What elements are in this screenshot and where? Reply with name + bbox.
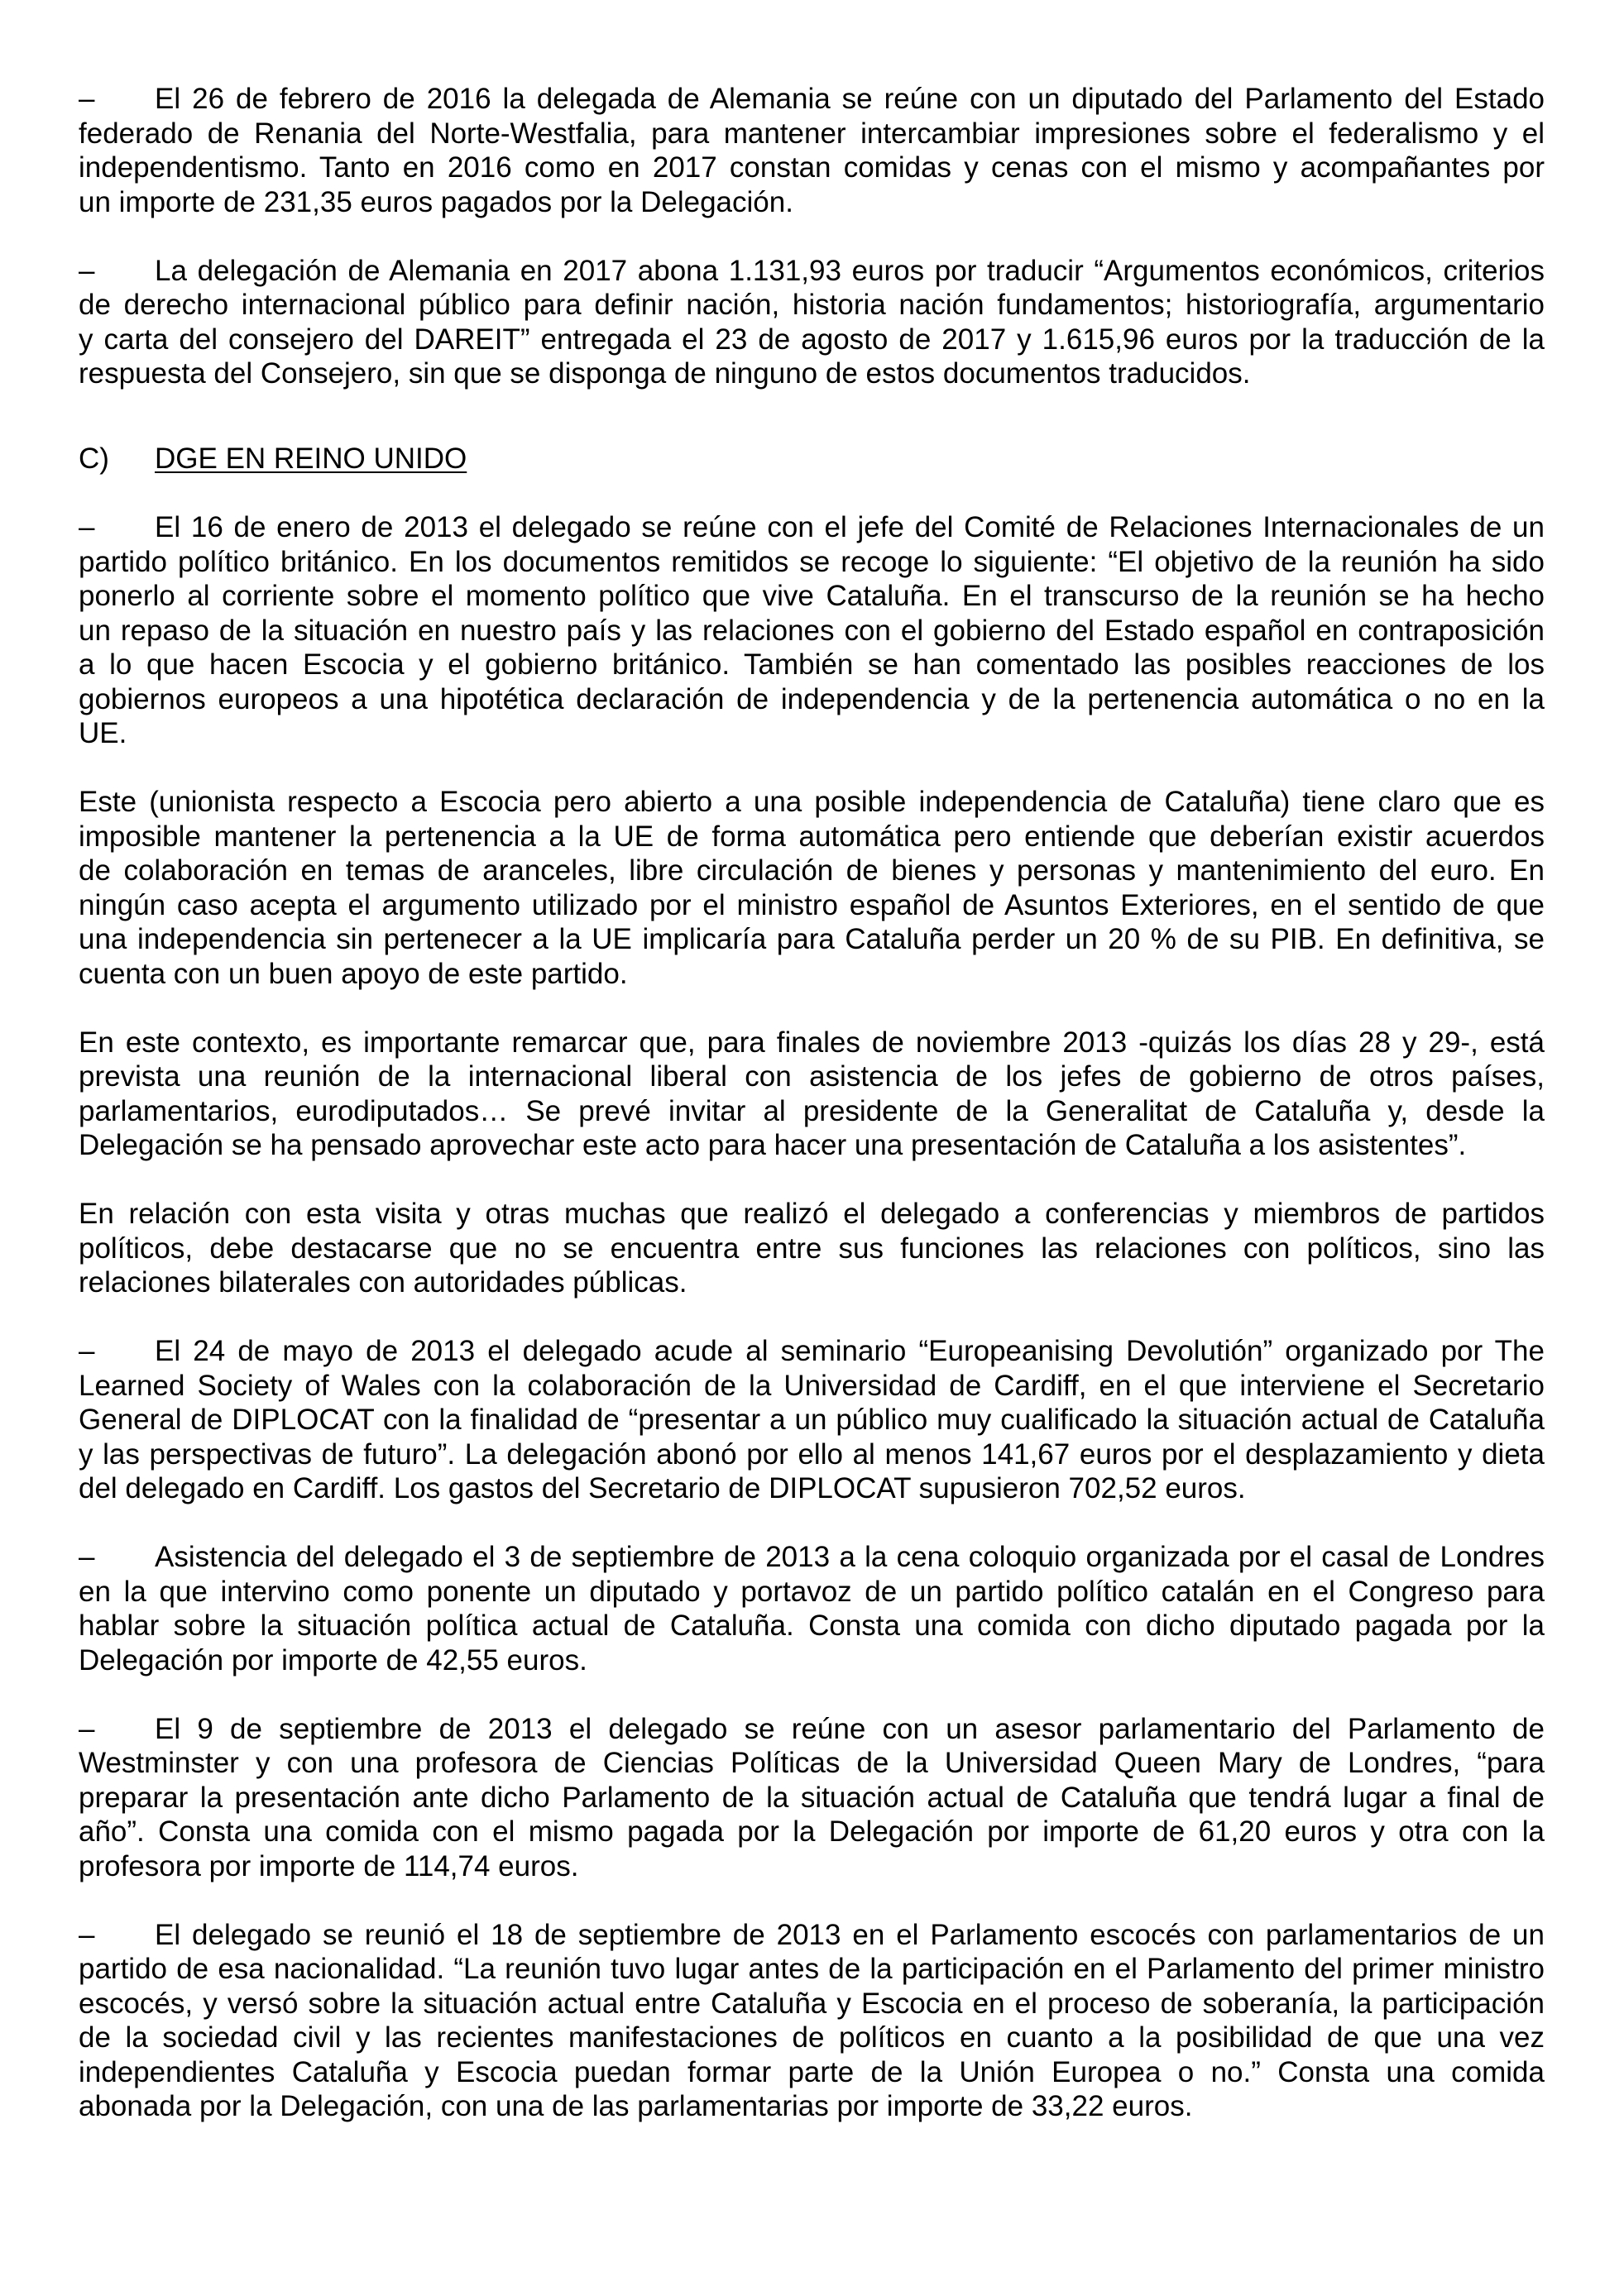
paragraph-bullet-germany-translation bbox=[79, 254, 1545, 391]
paragraph-line: un repaso de la situación en nuestro país y las relaciones con el gobierno del Estado español en contraposición bbox=[79, 614, 1545, 647]
paragraph-line: En relación con esta visita y otras muchas que realizó el delegado a conferencias y miembros de partidos bbox=[79, 1198, 1545, 1230]
paragraph-line: de la sociedad civil y las recientes manifestaciones de políticos en cuanto a la posibilidad de que una vez bbox=[79, 2021, 1545, 2054]
paragraph-line: UE. bbox=[79, 717, 127, 749]
paragraph-line: – El 16 de enero de 2013 el delegado se reúne con el jefe del Comité de Relaciones Internacionales de un bbox=[79, 511, 1545, 543]
paragraph-line: políticos, debe destacarse que no se encuentra entre sus funciones las relaciones con políticos, sino las bbox=[79, 1232, 1545, 1265]
paragraph-line: gobiernos europeos a una hipotética declaración de independencia y de la pertenencia automática o no en la bbox=[79, 682, 1545, 715]
paragraph-line: preparar la presentación ante dicho Parlamento de la situación actual de Cataluña que tendrá lugar a final de bbox=[79, 1781, 1545, 1814]
paragraph-line: parlamentarios, eurodiputados… Se prevé invitar al presidente de la Generalitat de Cataluña y, desde la bbox=[79, 1094, 1545, 1127]
paragraph-line: partido de esa nacionalidad. “La reunión tuvo lugar antes de la participación en el Parlamento del primer ministro bbox=[79, 1953, 1545, 1985]
dash-bullet-icon: – bbox=[79, 1918, 95, 1951]
paragraph-line: Delegación se ha pensado aprovechar este acto para hacer una presentación de Cataluña a los asistentes”. bbox=[79, 1129, 1467, 1161]
paragraph-line: prevista una reunión de la internacional liberal con asistencia de los jefes de gobierno de otros países, bbox=[79, 1060, 1545, 1093]
paragraph-line: hablar sobre la situación política actual de Cataluña. Consta una comida con dicho diputado pagada por la bbox=[79, 1610, 1545, 1642]
paragraph-line: un importe de 231,35 euros pagados por la Delegación. bbox=[79, 185, 793, 218]
dash-bullet-icon: – bbox=[79, 1541, 95, 1573]
paragraph-line: – El delegado se reunió el 18 de septiembre de 2013 en el Parlamento escocés con parlamentarios de un bbox=[79, 1918, 1545, 1951]
paragraph-line: – Asistencia del delegado el 3 de septiembre de 2013 a la cena coloquio organizada por el casal de Londres bbox=[79, 1541, 1545, 1573]
paragraph-line: Este (unionista respecto a Escocia pero abierto a una posible independencia de Cataluña) tiene claro que es bbox=[79, 786, 1545, 818]
paragraph-line: y carta del consejero del DAREIT” entregada el 23 de agosto de 2017 y 1.615,96 euros por la traducción de la bbox=[79, 323, 1545, 356]
paragraph-line: federado de Renania del Norte-Westfalia, para mantener intercambiar impresiones sobre el federalismo y el bbox=[79, 117, 1545, 150]
paragraph-line: – El 9 de septiembre de 2013 el delegado se reúne con un asesor parlamentario del Parlamento de bbox=[79, 1712, 1545, 1745]
paragraph-line: independentismo. Tanto en 2016 como en 2017 constan comidas y cenas con el mismo y acompañantes por bbox=[79, 151, 1545, 184]
paragraph-line: – La delegación de Alemania en 2017 abona 1.131,93 euros por traducir “Argumentos económicos, criterios bbox=[79, 254, 1545, 287]
paragraph-line: en la que intervino como ponente un diputado y portavoz de un partido político catalán en el Congreso para bbox=[79, 1575, 1545, 1608]
dash-bullet-icon: – bbox=[79, 1712, 95, 1745]
paragraph-bullet-cardiff-seminar bbox=[79, 1334, 1545, 1506]
paragraph-line: abonada por la Delegación, con una de las parlamentarias por importe de 33,22 euros. bbox=[79, 2090, 1193, 2122]
paragraph-line: General de DIPLOCAT con la finalidad de “presentar a un público muy cualificado la situación actual de Cataluña bbox=[79, 1404, 1545, 1436]
paragraph-line: una independencia sin pertenecer a la UE implicaría para Cataluña perder un 20 % de su PIB. En definitiva, se bbox=[79, 923, 1545, 955]
paragraph-line: de derecho internacional público para definir nación, historia nación fundamentos; historiografía, argumentario bbox=[79, 289, 1545, 321]
paragraph-line: Delegación por importe de 42,55 euros. bbox=[79, 1643, 587, 1677]
paragraph-line: independientes Cataluña y Escocia puedan formar parte de la Unión Europea o no.” Consta una comida bbox=[79, 2055, 1545, 2088]
dash-bullet-icon: – bbox=[79, 83, 95, 115]
paragraph-line: escocés, y versó sobre la situación actual entre Cataluña y Escocia en el proceso de soberanía, la participación bbox=[79, 1987, 1545, 2020]
dash-bullet-icon: – bbox=[79, 1335, 95, 1367]
paragraph-line: partido político británico. En los documentos remitidos se recoge lo siguiente: “El objetivo de la reunión ha sido bbox=[79, 545, 1545, 578]
paragraph-line: a lo que hacen Escocia y el gobierno británico. También se han comentado las posibles reacciones de los bbox=[79, 648, 1545, 681]
paragraph-line: Learned Society of Wales con la colaboración de la Universidad de Cardiff, en el que interviene el Secretario bbox=[79, 1369, 1545, 1402]
paragraph-line: relaciones bilaterales con autoridades públicas. bbox=[79, 1266, 687, 1299]
paragraph-line: profesora por importe de 114,74 euros. bbox=[79, 1849, 579, 1882]
paragraph-line: – El 24 de mayo de 2013 el delegado acude al seminario “Europeanising Devolutión” organizado por The bbox=[79, 1335, 1545, 1367]
paragraph-line: y las perspectivas de futuro”. La delegación abonó por ello al menos 141,67 euros por el desplazamiento y dieta bbox=[79, 1437, 1545, 1471]
paragraph-bullet-uk-committee-meeting bbox=[79, 510, 1545, 751]
paragraph-line: imposible mantener la pertenencia a la UE de forma automática pero entiende que deberían existir acuerdos bbox=[79, 820, 1545, 853]
paragraph-line: Westminster y con una profesora de Ciencias Políticas de la Universidad Queen Mary de Londres, “para bbox=[79, 1747, 1545, 1779]
paragraph-functions-remark bbox=[79, 1197, 1545, 1300]
paragraph-line: ponerlo al corriente sobre el momento político que vive Cataluña. En el transcurso de la reunión se ha hecho bbox=[79, 580, 1545, 612]
paragraph-line: año”. Consta una comida con el mismo pagada por la Delegación por importe de 61,20 euros y otra con la bbox=[79, 1815, 1545, 1848]
paragraph-line: del delegado en Cardiff. Los gastos del Secretario de DIPLOCAT supusieron 702,52 euros. bbox=[79, 1472, 1246, 1504]
section-heading bbox=[79, 442, 467, 476]
paragraph-bullet-london-dinner bbox=[79, 1540, 1545, 1677]
paragraph-line: En este contexto, es importante remarcar que, para finales de noviembre 2013 -quizás los días 28 y 29-, está bbox=[79, 1026, 1545, 1059]
paragraph-bullet-germany-meeting bbox=[79, 82, 1545, 219]
paragraph-line: – El 26 de febrero de 2016 la delegada de Alemania se reúne con un diputado del Parlamento del Estado bbox=[79, 83, 1545, 115]
paragraph-line: ningún caso acepta el argumento utilizado por el ministro español de Asuntos Exteriores, en el sentido de que bbox=[79, 888, 1545, 921]
section-title: DGE EN REINO UNIDO bbox=[155, 442, 467, 475]
paragraph-liberal-international bbox=[79, 1026, 1545, 1163]
paragraph-line: cuenta con un buen apoyo de este partido. bbox=[79, 957, 628, 990]
section-letter: C) bbox=[79, 442, 109, 475]
paragraph-bullet-scottish-parliament bbox=[79, 1918, 1545, 2124]
paragraph-unionist-position bbox=[79, 785, 1545, 991]
paragraph-line: respuesta del Consejero, sin que se disponga de ninguno de estos documentos traducidos. bbox=[79, 357, 1251, 390]
paragraph-bullet-westminster-advisor bbox=[79, 1712, 1545, 1884]
paragraph-line: de colaboración en temas de aranceles, libre circulación de bienes y personas y mantenimiento del euro. En bbox=[79, 854, 1545, 887]
dash-bullet-icon: – bbox=[79, 254, 95, 287]
dash-bullet-icon: – bbox=[79, 511, 95, 543]
